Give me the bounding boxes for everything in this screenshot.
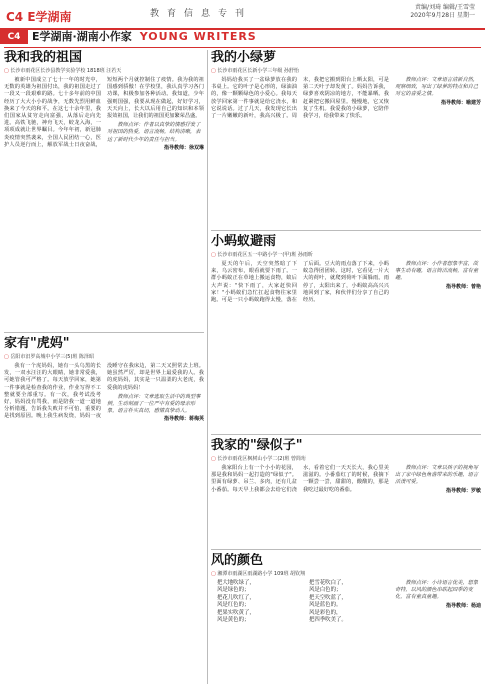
divider [211, 549, 481, 550]
page-tag: C4 [0, 30, 28, 44]
article-wind-poem [211, 553, 481, 684]
article-body: 被新中国成立了七十一年的时光中，无数的英雄为祖国付出，我的祖国走过了一段又一段艰难的路。七十多年前的中国经历了大大小小的战争，无数先烈用鲜血换来了今天的和平。在这七十余年里，我们国家从贫穷走向富强，从落后走向先进。高铁飞驰，神舟飞天，蛟龙入海，一项项成就让世界瞩目。今年年初，新冠肺炎疫情突然袭来，全国人民团结一心，医护人员逆行而上，解放军战士日夜奋战，短短两个月就控制住了疫情。我为我的祖国感到骄傲！在学校里，我认真学习各门功课，积极参加各种活动。我知道，少年强则国强，我要从现在做起，好好学习，天天向上，长大以后用自己的知识和本领报效祖国，让我们的祖国更加繁荣昌盛。 [4, 77, 204, 148]
teacher-name: 指导教师：徐双琳 [163, 144, 204, 151]
divider [4, 332, 204, 333]
divider [211, 434, 481, 435]
poem [211, 580, 389, 624]
article-body-columns [211, 261, 481, 304]
teacher-comment: 教师点评：文章以孩子的视角写出了家中绿色角落带来的乐趣，语言活泼可爱。 [395, 465, 479, 486]
poem-line: 把雪花吹白了， [309, 580, 347, 586]
header-rule [4, 47, 481, 48]
poem-line: 风是黄色的； [217, 617, 250, 624]
poem-columns [211, 580, 481, 624]
poem-line: 风是白色的； [309, 587, 342, 594]
article-byline: ▢ 长沙市雨花区枫树山小学二(2)班 曾简珩 [211, 456, 307, 462]
article-body-columns [211, 465, 481, 494]
teacher-name: 指导教师：喻建芳 [440, 99, 481, 106]
poem-line: 风是绿色的； [217, 587, 250, 594]
article-byline: ▢ 长沙市雨花区长沙县教学实验学校 1818班 汪若天 [4, 68, 122, 74]
article-title: 我和我的祖国 [4, 50, 83, 65]
teacher-comment: 教师点评：文章语言清新自然，观察细致，写出了绿萝的特点和自己对它的喜爱之情。 [395, 77, 479, 98]
poem-line: 风是红色的； [217, 602, 250, 609]
article-body: 我家阳台上有一个小小的花园，那是我和妈妈一起打造的"绿似子"。里面有绿萝、吊兰、多肉，还有几盆小番茄。每天早上我都会去给它们浇水，看着它们一天天长大，我心里美滋滋的。小番茄红了的时候，我摘下一颗尝一尝，甜甜的，酸酸的，那是我吃过最好吃的番茄。 [211, 465, 389, 493]
article-ant [211, 234, 481, 430]
section-label: C4 E学湖南 [6, 10, 72, 24]
article-title: 小蚂蚁避雨 [211, 234, 277, 249]
article-body: 夏天的午后，天空突然暗了下来，乌云密布，眼看就要下雨了。一群小蚂蚁正在草地上搬运食物，蚁后大声说："快下雨了，大家赶快回家！"小蚂蚁们急忙扛起食物往家里跑。可是一只小蚂蚁跑得太慢，落在了后面。豆大的雨点落了下来，小蚂蚁急得团团转。这时，它看见一片大大的荷叶，就爬到荷叶下面躲雨。雨停了，太阳出来了，小蚂蚁高高兴兴地回到了家，和伙伴们分享了自己的经历。 [211, 261, 389, 304]
page-title [28, 30, 257, 44]
teacher-name: 指导教师：蒋梅英 [163, 416, 204, 423]
editor-line: 责编/刘琦 编辑/王雪莹 [415, 4, 475, 11]
article-body-columns [4, 363, 204, 422]
brand-title: 教育信息专刊 [150, 9, 253, 19]
page-title-en: YOUNG WRITERS [139, 30, 257, 43]
article-green-corner [211, 438, 481, 546]
poem-line: 把花儿吹红了， [217, 594, 255, 601]
teacher-comment: 教师点评：小诗语言优美，想象奇特，以风的颜色串联起四季的变化，富有童真童趣。 [395, 580, 479, 601]
article-byline: ▢ 长沙市雨花区五一中路小学一(甲)班 孙雨昕 [211, 252, 313, 258]
article-tiger-mom [4, 336, 204, 684]
issue-meta [410, 4, 475, 20]
article-byline: ▢ 岳阳市汨罗高城中小学三(5)班 陈泽昭 [4, 354, 95, 360]
poem-line: 把大地吹绿了， [217, 580, 255, 586]
poem-line: 把天空吹蓝了， [309, 594, 347, 601]
teacher-name: 指导教师：罗敏 [445, 487, 481, 494]
article-body: 妈妈给我买了一盆绿萝放在我的书桌上。它的叶子是心形的，绿油油的，像一颗颗绿色的小爱心。我每天放学回家第一件事就是给它浇水，和它说说话。过了几天，我发现它长出了一片嫩嫩的新叶，我高兴极了。周末，我把它搬到阳台上晒太阳，可是第二天叶子却发黄了。妈妈告诉我，绿萝喜欢阴凉的地方，不能暴晒。我赶紧把它搬回屋里。慢慢地，它又恢复了生机。我爱我的小绿萝，它陪伴我学习，给我带来了快乐。 [211, 77, 389, 120]
poem-line: 把四季吹美了。 [309, 617, 347, 624]
poem-line: 风是蓝色的。 [309, 602, 342, 609]
teacher-name: 指导教师：杨迪 [445, 602, 481, 609]
poem-line: 风是彩色的， [309, 609, 342, 616]
teacher-comment: 教师点评：作者以真挚的情感抒发了对祖国的热爱，语言流畅，结构清晰，表达了新时代少年的责任与担当。 [107, 122, 201, 143]
article-byline: ▢ 湘潭市雨湖区雨湖路小学 109班 胡钦翔 [211, 571, 306, 577]
column-divider [207, 50, 208, 684]
article-body-columns [4, 77, 204, 151]
article-byline: ▢ 长沙市雨花区长新小学三年级 孙舒怡 [211, 68, 299, 74]
teacher-name: 指导教师：曾艳 [445, 283, 481, 290]
article-body: 我有一个虎妈妈，她有一头乌黑的长发，一双水汪汪的大眼睛，她非常爱我，可她管我可严格了。每天放学回家，她第一件事就是检查我的作业，作业写得不工整就要全部重写。有一次，我考试没考好，妈妈没有骂我，而是陪我一道一道地分析错题，告诉我失败并不可怕，重要的是找到原因。晚上我生病发烧，妈妈一夜没睡守在我床边，第二天又照常去上班。她虽然严厉，却是世界上最爱我的人。我的虎妈妈，其实是一只温柔的大老虎，我爱我的虎妈妈！ [4, 363, 204, 420]
date-line: 2020年9月28日 星期一 [410, 12, 475, 19]
article-motherland [4, 50, 204, 328]
newspaper-header [0, 0, 485, 30]
article-title: 风的颜色 [211, 553, 264, 568]
article-title: 我的小绿萝 [211, 50, 277, 65]
article-title: 我家的"绿似子" [211, 438, 303, 453]
teacher-comment: 教师点评：小作者想象丰富，故事生动有趣，语言简洁流畅，富有童趣。 [395, 261, 479, 282]
poem-line: 把果实吹黄了， [217, 609, 255, 616]
article-body-columns [211, 77, 481, 120]
article-green-plant [211, 50, 481, 226]
divider [211, 230, 481, 231]
page-title-cn: E学湖南·湖南小作家 [32, 30, 132, 43]
teacher-comment: 教师点评：文章选取生活中的典型事例，生动刻画了一位严中有爱的母亲形象，语言朴实真切，感情真挚动人。 [107, 393, 201, 415]
article-title: 家有"虎妈" [4, 336, 70, 351]
